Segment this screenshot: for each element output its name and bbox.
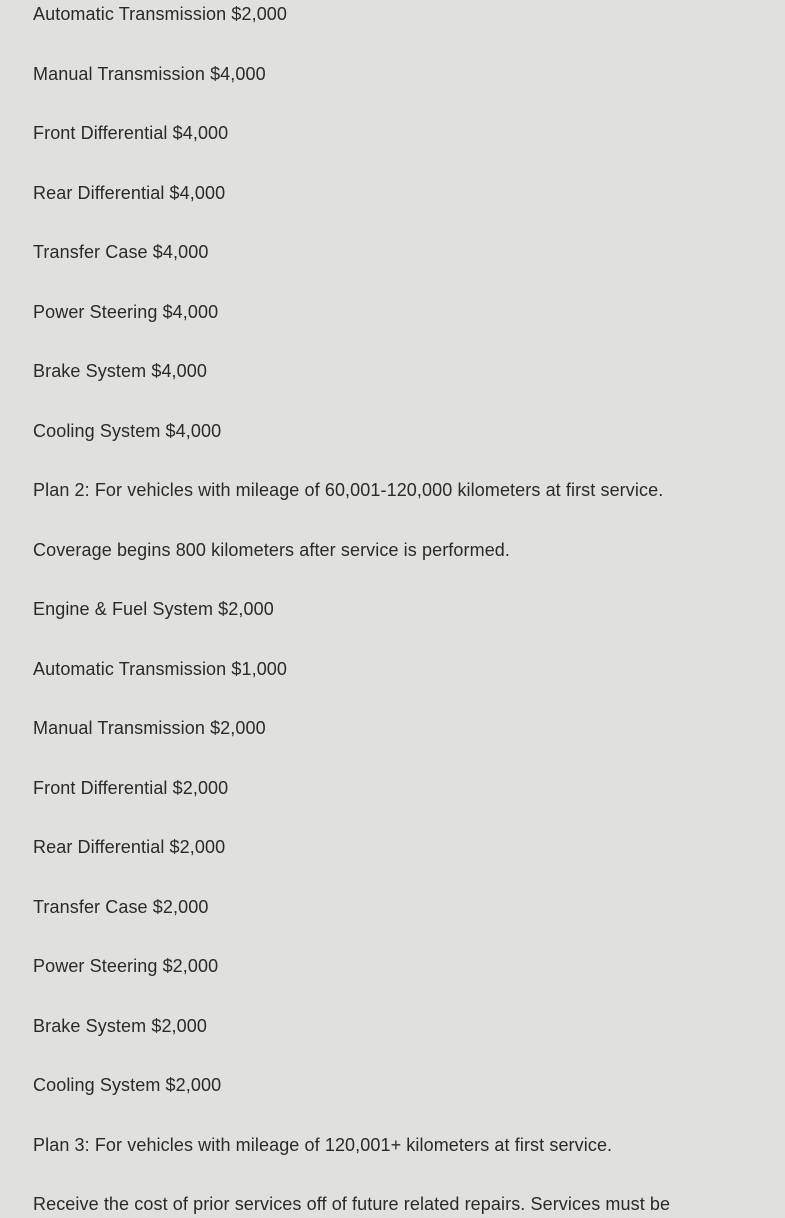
coverage-note: Coverage begins 800 kilometers after service is performed.	[33, 539, 511, 560]
text-line: Automatic Transmission $1,000	[33, 658, 288, 679]
text-line: Rear Differential $2,000	[33, 837, 226, 857]
text-line: Front Differential $2,000	[33, 777, 229, 798]
text-line: Manual Transmission $2,000	[33, 718, 266, 738]
text-line: Manual Transmission $4,000	[33, 63, 266, 84]
text-line: Cooling System $4,000	[33, 420, 222, 441]
text-line: Brake System $2,000	[33, 1015, 207, 1036]
text-line: Brake System $4,000	[33, 361, 207, 381]
text-line: Receive the cost of prior services off of future related repairs. Services must be	[33, 1194, 671, 1214]
text-line: Power Steering $2,000	[33, 956, 219, 976]
text-line: Rear Differential $4,000	[33, 182, 226, 203]
text-line: Automatic Transmission $2,000	[33, 4, 288, 24]
text-line: Transfer Case $4,000	[33, 242, 209, 262]
text-line: Power Steering $4,000	[33, 301, 219, 322]
text-line: Transfer Case $2,000	[33, 896, 209, 917]
plan-3-heading: Plan 3: For vehicles with mileage of 120,001+ kilometers at first service.	[33, 1134, 613, 1155]
plan-2-heading: Plan 2: For vehicles with mileage of 60,001-120,000 kilometers at first service.	[33, 480, 664, 500]
document-body	[33, 0, 753, 1218]
text-line: Engine & Fuel System $2,000	[33, 599, 274, 619]
text-line: Cooling System $2,000	[33, 1075, 222, 1095]
text-line: Front Differential $4,000	[33, 123, 229, 143]
